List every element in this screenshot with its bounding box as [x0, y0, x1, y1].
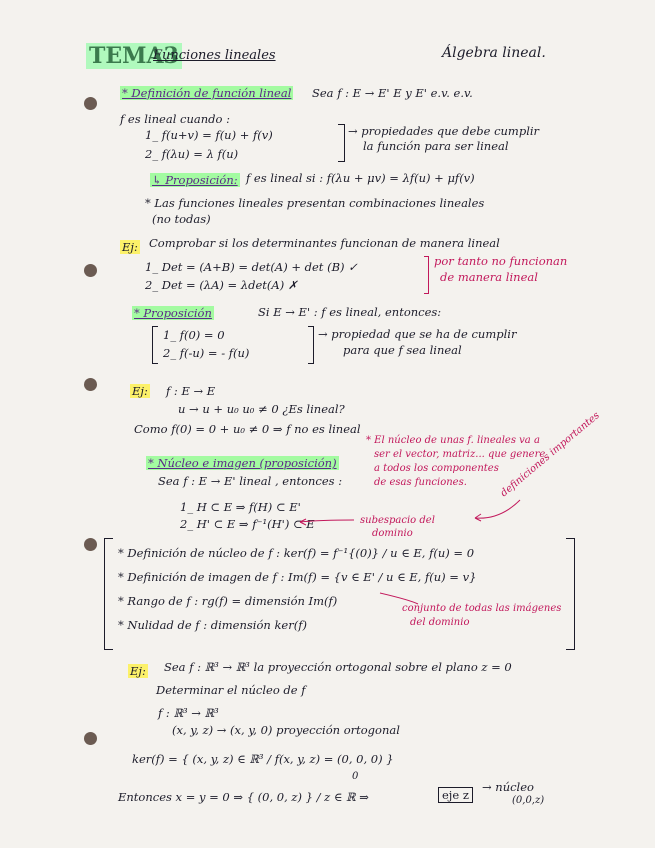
box-item-3: * Rango de f : rg(f) = dimensión Im(f)	[118, 594, 338, 608]
pink-important: definiciones importantes	[498, 410, 602, 500]
box-item-1: * Definición de núcleo de f : ker(f) = f⁻¹{(0)} / u ∈ E, f(u) = 0	[118, 546, 475, 560]
box-item-2: * Definición de imagen de f : Im(f) = {v ∈ E' / u ∈ E, f(u) = v}	[118, 570, 477, 584]
def-sea: Sea f : E → E' E y E' e.v. e.v.	[312, 86, 473, 100]
ej2-line-1: f : E → E	[166, 384, 216, 398]
def-note-1: → propiedades que debe cumplir	[348, 124, 540, 138]
binder-hole	[84, 264, 97, 277]
prop-text: f es lineal si : f(λu + μv) = λf(u) + μf(v)	[246, 171, 475, 185]
ej3-zero: 0	[352, 771, 359, 782]
prop2-label: * Proposición	[134, 306, 212, 320]
pink-subspace-1: subespacio del	[360, 515, 435, 526]
ej2-line-3: Como f(0) = 0 + u₀ ≠ 0 ⇒ f no es lineal	[134, 422, 361, 436]
ej3-f: f : ℝ³ → ℝ³	[158, 706, 219, 720]
prop2-text: Si E → E' : f es lineal, entonces:	[258, 305, 442, 319]
ej3-nucleo-vec: (0,0,z)	[512, 795, 545, 806]
nucleo-title: * Núcleo e imagen (proposición)	[148, 456, 337, 470]
nucleo-item-2: 2_ H' ⊂ E ⇒ f⁻¹(H') ⊂ E	[180, 517, 315, 531]
header-subject: Álgebra lineal.	[442, 45, 546, 61]
comb-1: * Las funciones lineales presentan combinaciones lineales	[145, 196, 485, 210]
ej1-note-2: de manera lineal	[440, 270, 538, 284]
prop2-bracket	[152, 326, 158, 364]
ej1-brace	[424, 256, 429, 294]
binder-hole	[84, 378, 97, 391]
ej3-text: Sea f : ℝ³ → ℝ³ la proyección ortogonal sobre el plano z = 0	[164, 660, 512, 674]
ej1-item-2: 2_ Det = (λA) = λdet(A) ✗	[145, 278, 298, 292]
nucleo-sea: Sea f : E → E' lineal , entonces :	[158, 474, 343, 488]
pink-note-4: de esas funciones.	[374, 477, 467, 488]
ej1-label: Ej:	[122, 240, 138, 254]
header-tema: TEMA3	[86, 44, 182, 68]
ej1-item-1: 1_ Det = (A+B) = det(A) + det (B) ✓	[145, 260, 358, 274]
pink-note-1: * El núcleo de unas f. lineales va a	[366, 435, 540, 446]
ej2-label: Ej:	[132, 384, 148, 398]
ej3-ker: ker(f) = { (x, y, z) ∈ ℝ³ / f(x, y, z) = (0, 0, 0) }	[132, 752, 394, 766]
pink-note-2: ser el vector, matriz... que genere	[374, 449, 546, 460]
prop2-note-2: para que f sea lineal	[343, 343, 462, 357]
def-title: * Definición de función lineal	[122, 86, 292, 100]
prop2-right-bracket	[308, 326, 314, 364]
prop2-item-1: 1_ f(0) = 0	[163, 328, 225, 342]
binder-hole	[84, 732, 97, 745]
ej3-det: Determinar el núcleo de f	[156, 683, 306, 697]
def-bracket	[338, 124, 345, 162]
ej3-nucleo: → núcleo	[482, 780, 534, 794]
prop-label: ↳ Proposición:	[152, 173, 238, 187]
prop2-note-1: → propiedad que se ha de cumplir	[318, 327, 517, 341]
pink-subspace-2: dominio	[372, 528, 413, 539]
ej3-label: Ej:	[130, 664, 146, 678]
def-prop-1: 1_ f(u+v) = f(u) + f(v)	[145, 128, 273, 142]
ej2-line-2: u → u + u₀ u₀ ≠ 0 ¿Es lineal?	[178, 402, 345, 416]
nucleo-item-1: 1_ H ⊂ E ⇒ f(H) ⊂ E'	[180, 500, 301, 514]
definitions-box-right	[566, 538, 575, 650]
def-cuando: f es lineal cuando :	[120, 112, 230, 126]
ej3-entonces: Entonces x = y = 0 ⇒ { (0, 0, z) } / z ∈ ℝ ⇒	[118, 790, 369, 804]
header-topic: Funciones lineales	[153, 48, 276, 63]
ej3-eje-z: eje z	[438, 788, 473, 802]
ej1-text: Comprobar si los determinantes funcionan de manera lineal	[149, 236, 500, 250]
pink-note-3: a todos los componentes	[374, 463, 499, 474]
binder-hole	[84, 97, 97, 110]
definitions-box-left	[104, 538, 113, 650]
box-item-4: * Nulidad de f : dimensión ker(f)	[118, 618, 307, 632]
def-prop-2: 2_ f(λu) = λ f(u)	[145, 147, 239, 161]
def-note-2: la función para ser lineal	[363, 139, 509, 153]
ej3-map: (x, y, z) → (x, y, 0) proyección ortogonal	[172, 723, 400, 737]
binder-hole	[84, 538, 97, 551]
ej1-note-1: por tanto no funcionan	[434, 254, 568, 268]
pink-image-1: conjunto de todas las imágenes	[402, 603, 562, 614]
prop2-item-2: 2_ f(-u) = - f(u)	[163, 346, 250, 360]
pink-image-2: del dominio	[410, 617, 470, 628]
comb-2: (no todas)	[152, 212, 211, 226]
